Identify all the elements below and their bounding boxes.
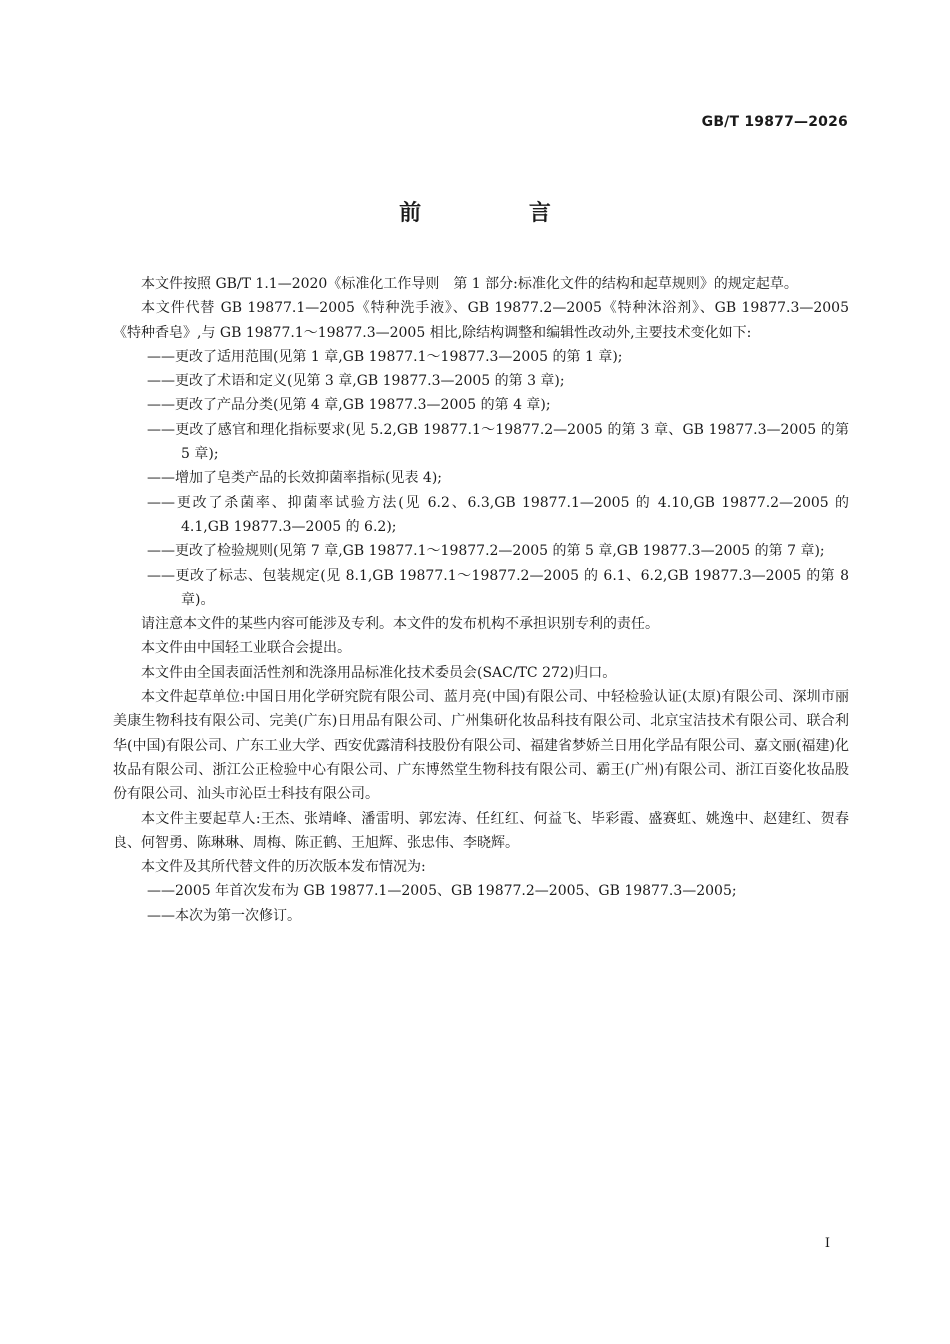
paragraph-proposer: 本文件由中国轻工业联合会提出。 bbox=[141, 640, 351, 657]
paragraph-patent-notice: 请注意本文件的某些内容可能涉及专利。本文件的发布机构不承担识别专利的责任。 bbox=[141, 616, 659, 633]
paragraph-drafting-rules: 本文件按照 GB/T 1.1—2020《标准化工作导则 第 1 部分:标准化文件的结构和起草规则》的规定起草。 bbox=[141, 276, 798, 292]
page-number: I bbox=[824, 1236, 830, 1251]
changes-list bbox=[113, 345, 849, 612]
paragraph-centralized: 本文件由全国表面活性剂和洗涤用品标准化技术委员会(SAC/TC 272)归口。 bbox=[141, 664, 617, 681]
paragraph-drafters: 本文件主要起草人:王杰、张靖峰、潘雷明、郭宏涛、任红红、何益飞、毕彩霞、盛赛虹、姚逸中、赵建红、贺春良、何智勇、陈琳琳、周梅、陈正鹤、王旭辉、张忠伟、李晓辉。 bbox=[113, 810, 849, 851]
change-item: ——更改了标志、包装规定(见 8.1,GB 19877.1～19877.2—2005 的 6.1、6.2,GB 19877.3—2005 的第 8 章)。 bbox=[147, 567, 849, 608]
change-item: ——更改了术语和定义(见第 3 章,GB 19877.3—2005 的第 3 章); bbox=[147, 373, 565, 390]
page-title: 前 言 bbox=[399, 201, 601, 226]
standard-number: GB/T 19877—2026 bbox=[701, 114, 848, 130]
paragraph-history-intro: 本文件及其所代替文件的历次版本发布情况为: bbox=[141, 859, 426, 876]
paragraph-replaces: 本文件代替 GB 19877.1—2005《特种洗手液》、GB 19877.2—2005《特种沐浴剂》、GB 19877.3—2005《特种香皂》,与 GB 19877.1～19877.3—2005 相比,除结构调整和编辑性改动外,主要技术变化如下: bbox=[113, 300, 849, 341]
change-item: ——更改了产品分类(见第 4 章,GB 19877.3—2005 的第 4 章); bbox=[147, 397, 551, 414]
change-item: ——增加了皂类产品的长效抑菌率指标(见表 4); bbox=[147, 470, 442, 487]
change-item: ——更改了适用范围(见第 1 章,GB 19877.1～19877.3—2005 的第 1 章); bbox=[147, 348, 623, 365]
history-item: ——2005 年首次发布为 GB 19877.1—2005、GB 19877.2—2005、GB 19877.3—2005; bbox=[147, 883, 737, 900]
document-body bbox=[113, 272, 849, 928]
change-item: ——更改了检验规则(见第 7 章,GB 19877.1～19877.2—2005 的第 5 章,GB 19877.3—2005 的第 7 章); bbox=[147, 543, 825, 560]
history-list bbox=[113, 879, 849, 928]
paragraph-drafting-units: 本文件起草单位:中国日用化学研究院有限公司、蓝月亮(中国)有限公司、中轻检验认证(太原)有限公司、深圳市丽美康生物科技有限公司、完美(广东)日用品有限公司、广州集研化妆品科技有限公司、北京宝洁技术有限公司、联合利华(中国)有限公司、广东工业大学、西安优露清科技股份有限公司、福建省梦娇兰日用化学品有限公司、嘉文丽(福建)化妆品有限公司、浙江公正检验中心有限公司、广东博然堂生物科技有限公司、霸王(广州)有限公司、浙江百姿化妆品股份有限公司、汕头市沁臣士科技有限公司。 bbox=[113, 689, 849, 803]
change-item: ——更改了杀菌率、抑菌率试验方法(见 6.2、6.3,GB 19877.1—2005 的 4.10,GB 19877.2—2005 的 4.1,GB 19877.3—2005 的 6.2); bbox=[147, 494, 849, 535]
change-item: ——更改了感官和理化指标要求(见 5.2,GB 19877.1～19877.2—2005 的第 3 章、GB 19877.3—2005 的第 5 章); bbox=[147, 421, 849, 463]
history-item: ——本次为第一次修订。 bbox=[147, 907, 301, 924]
